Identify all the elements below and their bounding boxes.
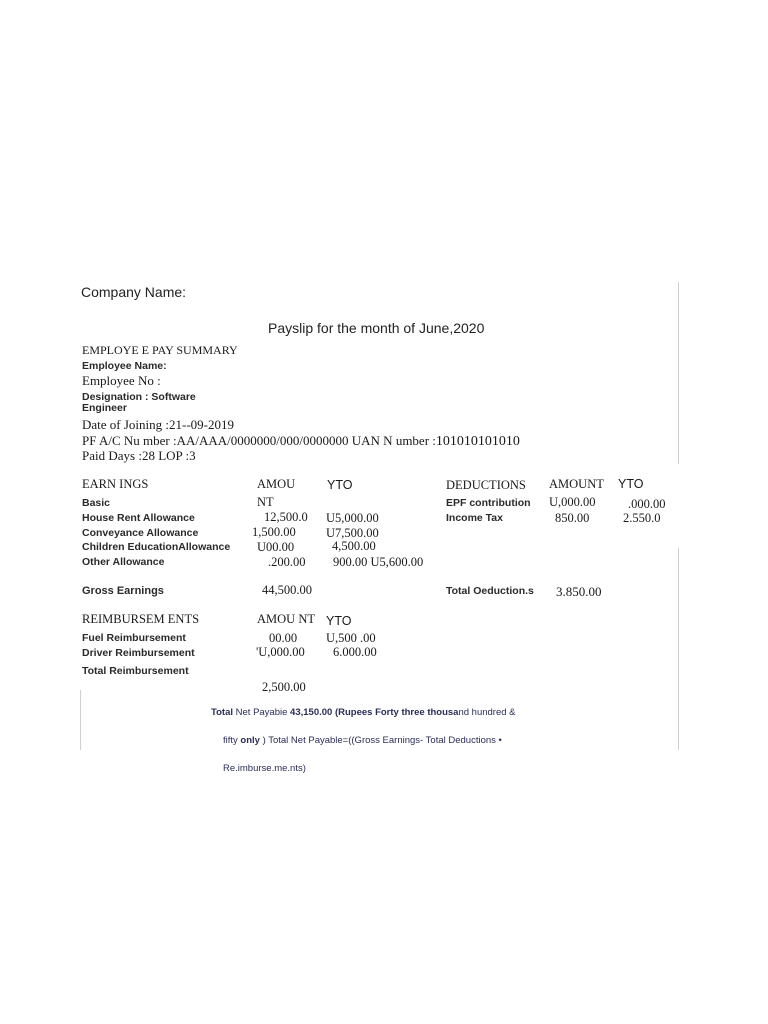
net-payable-amount-words: 43,150.00 (Rupees Forty three thousa [287, 707, 459, 718]
deductions-row-amount: 850.00 [555, 511, 590, 525]
deductions-ytd-header: YTO [618, 477, 644, 491]
deductions-row-label: Income Tax [446, 512, 503, 524]
left-border-bottom [80, 690, 81, 750]
earnings-row-ytd: 900.00 U5,600.00 [333, 555, 424, 569]
earnings-amount-header-2: NT [257, 495, 274, 509]
earnings-row-label: Basic [82, 497, 111, 509]
reimbursements-amount-header: AMOU NT [257, 612, 315, 626]
reimbursement-row-ytd: U,500 .00 [326, 631, 376, 645]
earnings-row-amount: U00.00 [257, 540, 295, 554]
reimbursement-row-amount: 'U,000.00 [256, 645, 305, 659]
total-deductions-label: Total Oeduction.s [446, 585, 534, 597]
company-name-label: Company Name: [81, 284, 187, 300]
date-of-joining: Date of Joining :21--09-2019 [82, 417, 235, 432]
pf-account-number: PF A/C Nu mber :AA/AAA/0000000/000/0000000 UAN N umber : [82, 433, 436, 448]
earnings-row-ytd: U5,000.00 [326, 511, 379, 525]
reimbursement-row-ytd: 6.000.00 [333, 645, 377, 659]
net-payable-total-word: Total [211, 707, 236, 718]
net-payable-line1 [211, 707, 516, 718]
employee-no-label: Employee No : [82, 373, 161, 388]
net-payable-words-end: nd hundred & [458, 707, 516, 718]
total-reimbursement-label: Total Reimbursement [82, 665, 189, 677]
designation-line2: Engineer [82, 402, 127, 414]
uan-number: 101010101010 [435, 434, 520, 449]
net-payable-fifty: fifty [223, 735, 238, 746]
deductions-row-amount: U,000.00 [549, 495, 596, 509]
net-payable-line2 [223, 735, 502, 746]
employee-name-label: Employee Name: [82, 360, 167, 372]
earnings-header: EARN INGS [82, 477, 149, 491]
summary-heading: EMPLOYE E PAY SUMMARY [82, 343, 238, 357]
paid-days: Paid Days :28 LOP :3 [82, 448, 196, 463]
earnings-amount-header-1: AMOU [257, 477, 296, 491]
gross-earnings-label: Gross Earnings [82, 585, 164, 597]
net-payable-line3: Re.imburse.me.nts) [223, 763, 306, 774]
earnings-row-ytd: 4,500.00 [332, 539, 376, 553]
payslip-title: Payslip for the month of June,2020 [268, 320, 485, 336]
earnings-row-amount: 1,500.00 [252, 525, 296, 539]
earnings-row-label: Conveyance Allowance [82, 527, 199, 539]
gross-earnings-amount: 44,500.00 [262, 583, 312, 597]
earnings-row-amount: 12,500.0 [264, 510, 308, 524]
earnings-row-label: Children EducationAllowance [82, 541, 231, 553]
earnings-row-label: House Rent Allowance [82, 512, 195, 524]
right-border-top [678, 282, 679, 464]
deductions-header: DEDUCTIONS [446, 478, 526, 492]
deductions-amount-header: AMOUNT [549, 477, 604, 491]
earnings-row-ytd: U7,500.00 [326, 526, 379, 540]
deductions-row-label: EPF contribution [446, 497, 531, 509]
net-payable-formula: ) Total Net Payable=((Gross Earnings- Total Deductions • [259, 735, 502, 746]
reimbursement-row-label: Driver Reimbursement [82, 647, 195, 659]
earnings-row-amount: .200.00 [268, 555, 306, 569]
earnings-row-label: Other Allowance [82, 556, 165, 568]
total-deductions-amount: 3.850.00 [556, 584, 602, 599]
net-payable-only: only [237, 735, 260, 746]
deductions-row-ytd: 2.550.0 [623, 511, 661, 525]
earnings-ytd-header: YTO [327, 478, 353, 492]
designation-line1: Designation : Software [82, 391, 196, 403]
reimbursements-ytd-header: YTO [326, 614, 352, 628]
reimbursements-header: REIMBURSEM ENTS [82, 612, 200, 626]
deductions-row-ytd: .000.00 [628, 497, 666, 511]
net-payable-label: Net Payabie [235, 707, 288, 718]
right-border-bottom [678, 548, 679, 750]
reimbursement-row-amount: 00.00 [269, 631, 298, 645]
total-reimbursement-amount: 2,500.00 [262, 680, 306, 694]
reimbursement-row-label: Fuel Reimbursement [82, 632, 186, 644]
